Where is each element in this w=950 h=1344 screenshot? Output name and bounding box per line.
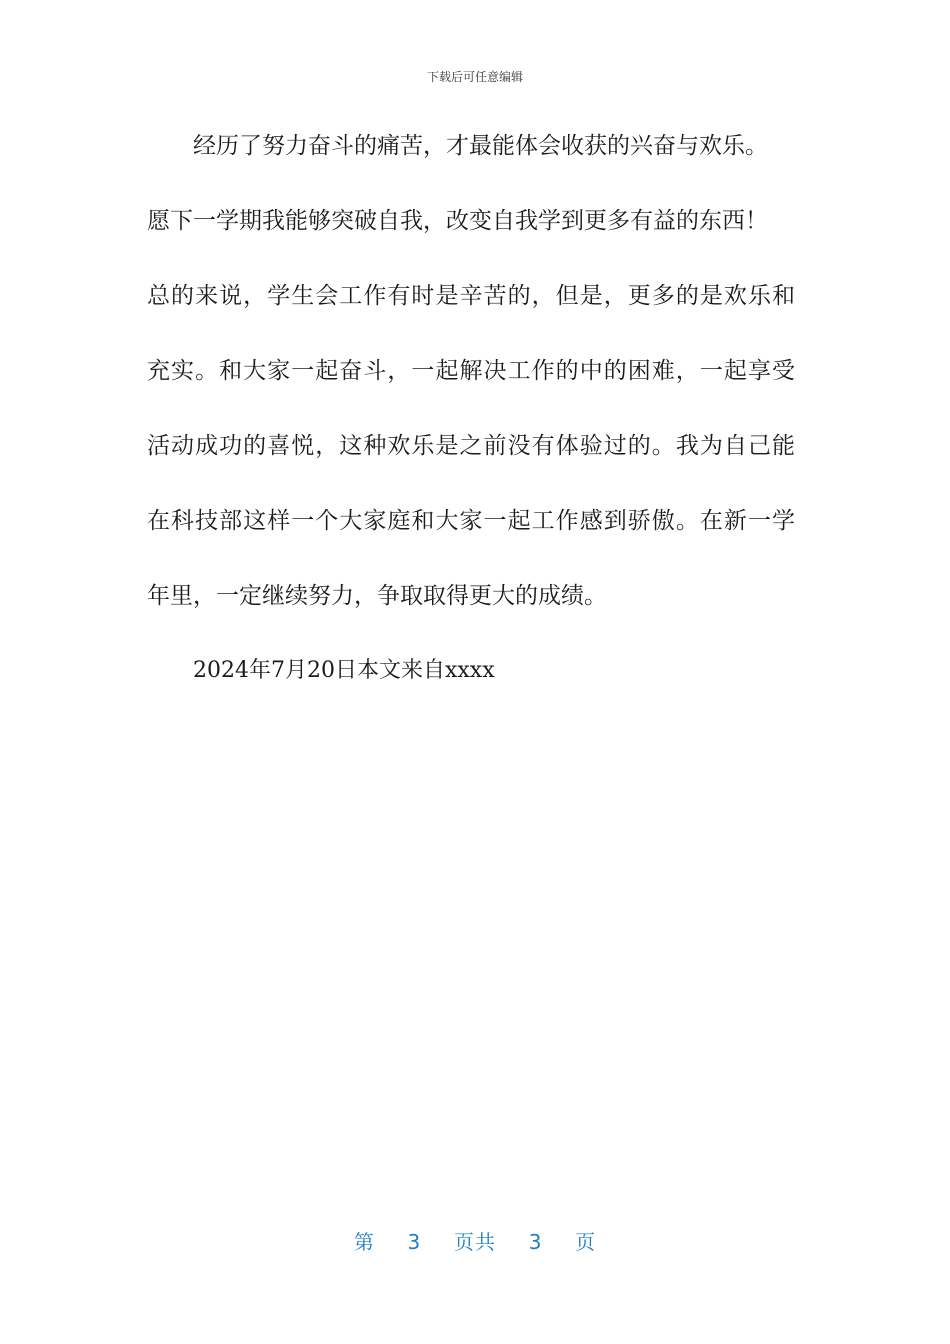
paragraph-line: 充实。和大家一起奋斗，一起解决工作的中的困难，一起享受	[147, 358, 795, 384]
page-header: 下载后可任意编辑	[426, 70, 523, 84]
document-body	[147, 120, 795, 720]
paragraph-line: 在科技部这样一个大家庭和大家一起工作感到骄傲。在新一学	[147, 508, 795, 534]
footer-total-pages: 3	[528, 1230, 543, 1254]
paragraph-line: 年里，一定继续努力，争取取得更大的成绩。	[147, 583, 607, 609]
paragraph-line: 活动成功的喜悦，这种欢乐是之前没有体验过的。我为自己能	[147, 433, 795, 459]
footer-current-page: 3	[407, 1230, 422, 1254]
date-line: 2024年7月20日本文来自xxxx	[193, 658, 495, 683]
paragraph-line: 愿下一学期我能够突破自我，改变自我学到更多有益的东西！	[147, 208, 768, 234]
footer-middle: 页共	[454, 1230, 496, 1254]
page-number-footer	[0, 1226, 950, 1255]
paragraph-line: 经历了努力奋斗的痛苦，才最能体会收获的兴奋与欢乐。	[193, 133, 768, 159]
footer-suffix: 页	[575, 1230, 597, 1254]
footer-prefix: 第	[353, 1230, 375, 1254]
paragraph-line: 总的来说，学生会工作有时是辛苦的，但是，更多的是欢乐和	[147, 283, 795, 309]
